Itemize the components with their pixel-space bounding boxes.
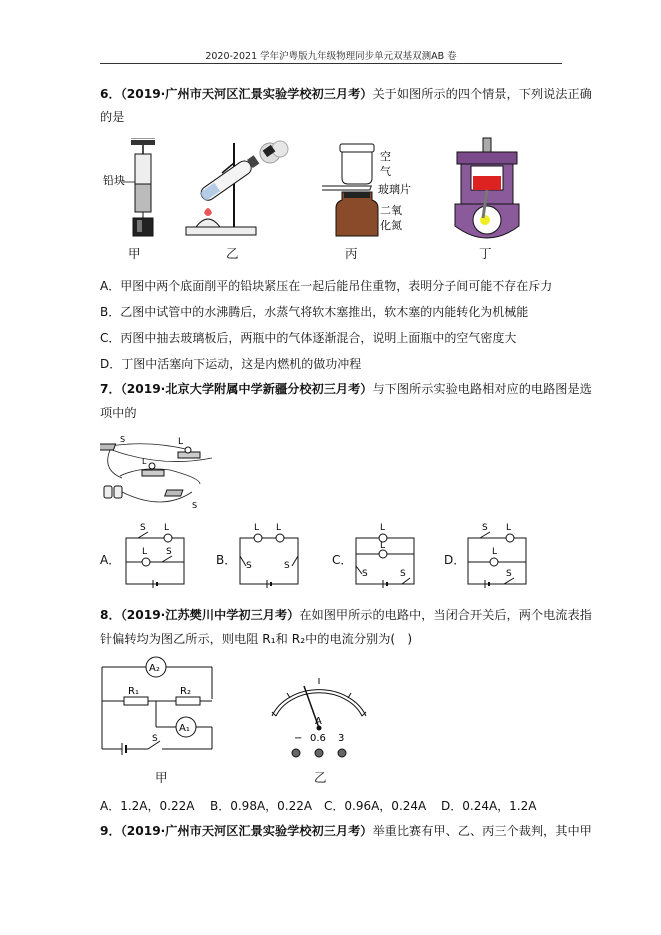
q7-source: （2019·北京大学附属中学新疆分校初三月考）: [120, 382, 373, 396]
q8-option-c: C．0.96A，0.24A: [324, 799, 427, 813]
q8-stem-line2: 针偏转均为图乙所示，则电阻 R₁和 R₂中的电流分别为( ): [100, 632, 413, 646]
q7-b-label-4: S: [284, 561, 290, 571]
q7-a-label-2: L: [164, 523, 170, 533]
q6-option-a: A．甲图中两个底面削平的铅块紧压在一起后能吊住重物，表明分子间可能不存在斥力: [100, 279, 553, 293]
q8-stem: [100, 606, 592, 624]
header-rule: [100, 63, 562, 64]
q9-source: （2019·广州市天河区汇景实验学校初三月考）: [120, 824, 373, 838]
q7-a-label-3: L: [142, 547, 148, 557]
q7-b-label-2: L: [276, 523, 282, 533]
q6-label-lead: 铅块: [103, 174, 125, 187]
q6-stem: [100, 85, 592, 103]
q7-a-label-1: S: [140, 523, 146, 533]
q6-caption-ding: 丁: [479, 246, 492, 261]
q7-option-b-circuit: [234, 522, 306, 590]
q9-number: 9．: [100, 824, 121, 838]
q7-photo-l2: L: [142, 457, 147, 466]
q8-option-a: A．1.2A，0.22A: [100, 799, 195, 813]
q7-fig-circuit-photo: [100, 432, 215, 512]
q8-label-r2: R₂: [180, 686, 191, 697]
q8-number: 8．: [100, 608, 121, 622]
q7-number: 7．: [100, 382, 121, 396]
q8-caption-yi: 乙: [314, 770, 327, 785]
q8-meter-minus: −: [294, 733, 303, 744]
q6-fig-test-tube: [182, 135, 292, 243]
q6-option-c: C．丙图中抽去玻璃板后，两瓶中的气体逐渐混合，说明上面瓶中的空气密度大: [100, 331, 517, 345]
q7-c-label-2: L: [380, 541, 386, 551]
q7-option-a-letter: A．: [100, 553, 121, 567]
q6-caption-bing: 丙: [345, 246, 358, 261]
q6-source: （2019·广州市天河区汇景实验学校初三月考）: [120, 87, 373, 101]
q7-c-label-3: S: [362, 569, 368, 579]
q8-meter-unit: A: [315, 716, 322, 727]
q8-source: （2019·江苏樊川中学初三月考）: [120, 608, 300, 622]
q7-stem-text: 与下图所示实验电路相对应的电路图是选: [372, 382, 592, 396]
q6-label-air: 空: [380, 150, 391, 163]
page-header: 2020-2021 学年沪粤版九年级物理同步单元双基双测AB 卷: [205, 51, 457, 62]
q8-meter-t2: 3: [338, 733, 345, 744]
q7-stem-line2: 项中的: [100, 406, 137, 420]
q6-label-no2b: 化氮: [380, 219, 402, 232]
q7-d-label-4: S: [506, 569, 512, 579]
q7-option-d-circuit: [462, 522, 534, 590]
q6-label-no2a: 二氧: [380, 204, 402, 217]
q8-stem-text: 在如图甲所示的电路中，当闭合开关后，两个电流表指: [299, 608, 592, 622]
q6-number: 6．: [100, 87, 121, 101]
q8-label-a1: A₁: [179, 723, 190, 734]
q6-fig-engine: [447, 136, 527, 244]
q7-photo-s2: S: [192, 501, 198, 510]
q8-meter-t1: 0.6: [310, 733, 326, 744]
q9-stem: [100, 822, 592, 840]
q7-option-c-circuit: [350, 522, 422, 590]
q7-c-label-4: S: [400, 569, 406, 579]
q6-fig-lead-blocks: [103, 138, 173, 243]
q7-a-label-4: S: [166, 547, 172, 557]
q7-d-label-2: L: [506, 523, 512, 533]
q8-fig-circuit: [100, 655, 220, 760]
q8-fig-ammeter: [260, 676, 378, 766]
q6-option-d: D．丁图中活塞向下运动，这是内燃机的做功冲程: [100, 357, 362, 371]
q7-d-label-3: L: [492, 547, 498, 557]
q6-stem-text: 关于如图所示的四个情景，下列说法正确: [372, 87, 592, 101]
q8-label-s: S: [152, 734, 158, 744]
q8-option-d: D．0.24A，1.2A: [441, 799, 537, 813]
q7-option-c-letter: C．: [332, 553, 353, 567]
q6-caption-yi: 乙: [226, 246, 239, 261]
q6-fig-gas-bottles: [322, 140, 432, 242]
q7-option-b-letter: B．: [216, 553, 237, 567]
q7-option-d-letter: D．: [444, 553, 466, 567]
q7-b-label-1: L: [254, 523, 260, 533]
q9-stem-text: 举重比赛有甲、乙、丙三个裁判，其中甲: [372, 824, 592, 838]
q6-label-glass: 玻璃片: [378, 183, 411, 196]
q8-label-a2: A₂: [149, 663, 160, 674]
q7-stem: [100, 380, 592, 398]
q6-label-air2: 气: [380, 165, 391, 178]
q8-caption-jia: 甲: [155, 770, 168, 785]
q6-caption-jia: 甲: [128, 246, 141, 261]
q8-option-b: B．0.98A，0.22A: [210, 799, 313, 813]
q7-photo-l1: L: [178, 437, 184, 447]
q7-option-a-circuit: [120, 522, 192, 590]
q7-c-label-1: L: [380, 523, 386, 533]
q7-d-label-1: S: [482, 523, 488, 533]
q6-option-b: B．乙图中试管中的水沸腾后，水蒸气将软木塞推出，软木塞的内能转化为机械能: [100, 305, 529, 319]
q6-stem-line2: 的是: [100, 110, 125, 124]
q8-label-r1: R₁: [128, 686, 139, 697]
q7-b-label-3: S: [246, 561, 252, 571]
q7-photo-s1: S: [120, 435, 126, 444]
